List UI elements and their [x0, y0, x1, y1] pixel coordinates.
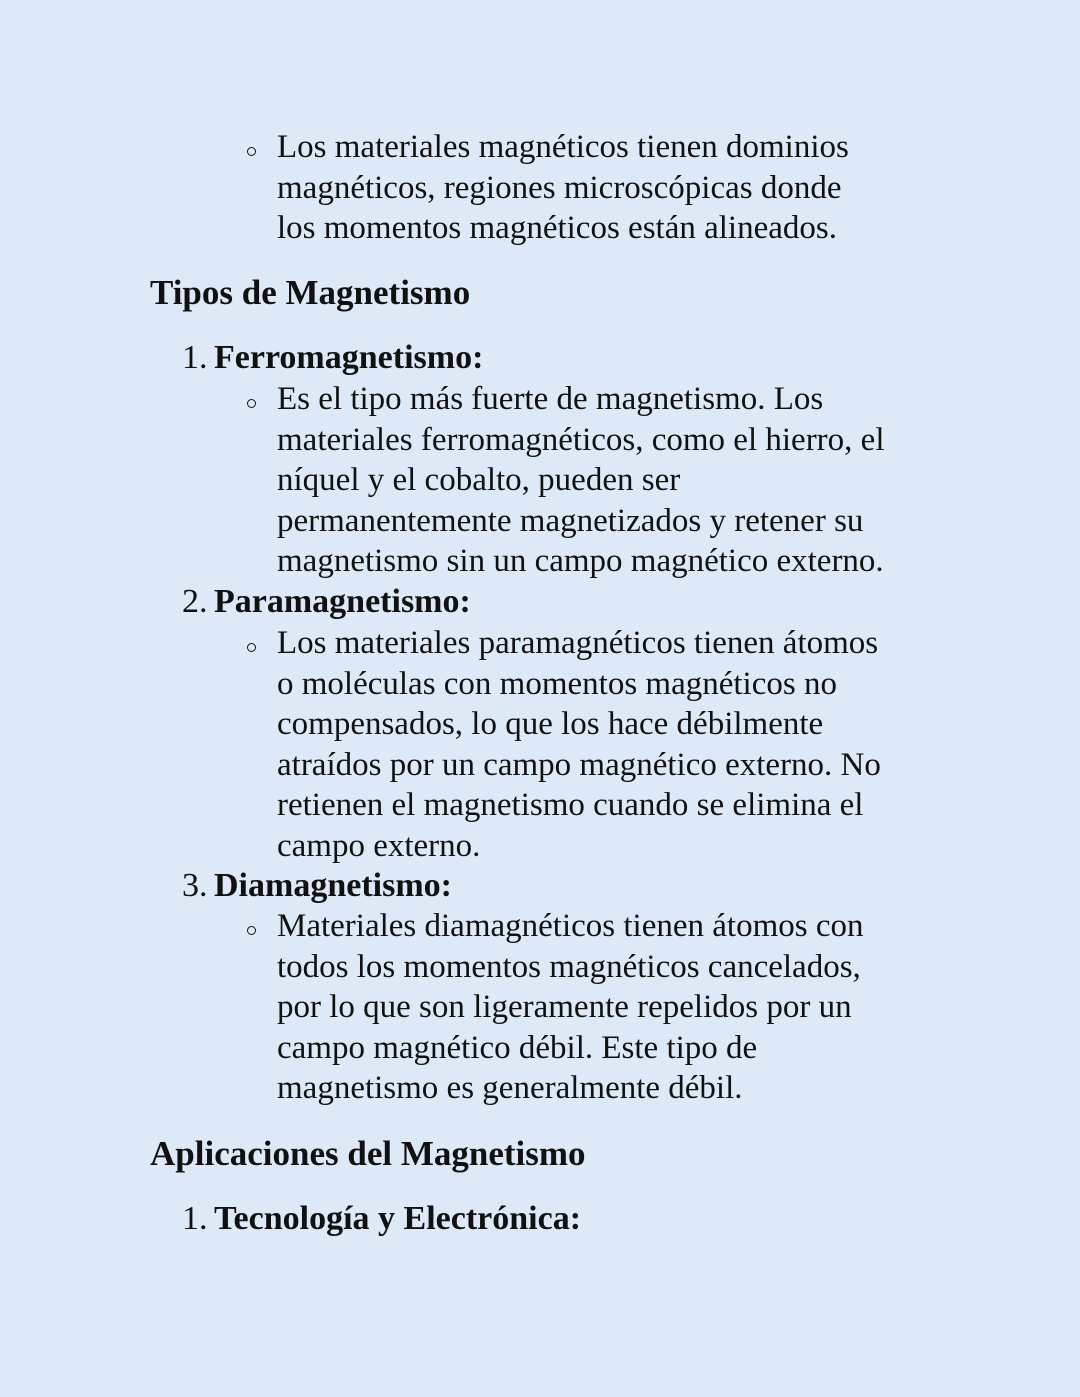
bullet-line: por lo que son ligeramente repelidos por un	[277, 989, 852, 1025]
list-item-diamagnetismo	[182, 866, 452, 907]
bullet-line: magnéticos, regiones microscópicas donde	[277, 169, 842, 206]
item-label: Diamagnetismo:	[214, 867, 452, 904]
item-number: 1.	[182, 339, 208, 376]
item-label: Ferromagnetismo:	[214, 339, 484, 376]
paramagnetismo-bullet	[277, 623, 967, 866]
list-item-tecnologia	[182, 1199, 581, 1240]
bullet-line: níquel y el cobalto, pueden ser	[277, 462, 681, 498]
list-item-ferromagnetismo	[182, 338, 483, 379]
bullet-line: retienen el magnetismo cuando se elimina el	[277, 787, 864, 823]
bullet-line: Es el tipo más fuerte de magnetismo. Los	[277, 381, 824, 417]
bullet-line: compensados, lo que los hace débilmente	[277, 706, 824, 742]
intro-bullet	[277, 127, 967, 249]
bullet-line: permanentemente magnetizados y retener su	[277, 502, 864, 539]
item-number: 2.	[182, 583, 208, 620]
bullet-circle-icon	[241, 379, 261, 420]
item-label: Tecnología y Electrónica:	[214, 1200, 582, 1237]
bullet-line: materiales ferromagnéticos, como el hierro, el	[277, 421, 885, 458]
bullet-line: o moléculas con momentos magnéticos no	[277, 665, 837, 702]
bullet-line: todos los momentos magnéticos cancelados,	[277, 948, 861, 985]
bullet-line: magnetismo es generalmente débil.	[277, 1070, 743, 1106]
item-label: Paramagnetismo:	[214, 583, 471, 620]
item-number: 1.	[182, 1200, 208, 1237]
bullet-line: Los materiales magnéticos tienen dominios	[277, 129, 849, 165]
bullet-line: los momentos magnéticos están alineados.	[277, 210, 837, 246]
bullet-line: magnetismo sin un campo magnético externo.	[277, 543, 884, 579]
bullet-line: campo externo.	[277, 827, 481, 864]
section-heading-types: Tipos de Magnetismo	[150, 273, 471, 312]
list-item-paramagnetismo	[182, 582, 471, 623]
bullet-circle-icon	[241, 906, 261, 947]
bullet-line: Materiales diamagnéticos tienen átomos con	[277, 908, 864, 944]
diamagnetismo-bullet	[277, 906, 967, 1109]
bullet-line: campo magnético débil. Este tipo de	[277, 1029, 758, 1066]
bullet-circle-icon	[241, 623, 261, 664]
ferromagnetismo-bullet	[277, 379, 967, 582]
section-heading-applications: Aplicaciones del Magnetismo	[150, 1134, 586, 1173]
bullet-circle-icon	[241, 127, 261, 168]
bullet-line: Los materiales paramagnéticos tienen átomos	[277, 625, 879, 661]
bullet-line: atraídos por un campo magnético externo. No	[277, 746, 881, 783]
item-number: 3.	[182, 867, 208, 904]
